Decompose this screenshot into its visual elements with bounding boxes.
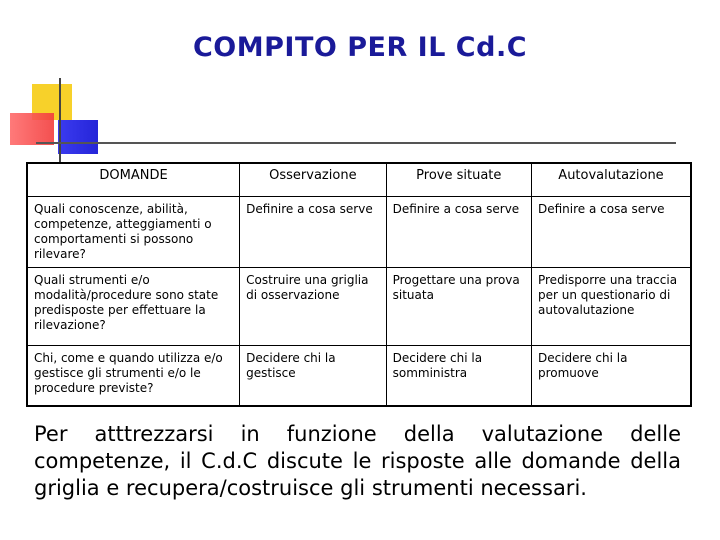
table-cell: Definire a cosa serve — [386, 197, 531, 268]
logo-vertical-line — [59, 78, 61, 162]
header-autovalutazione: Autovalutazione — [531, 163, 691, 197]
title-divider — [36, 142, 676, 144]
description-paragraph: Per atttrezzarsi in funzione della valutazione delle competenze, il C.d.C discute le risposte alle domande della griglia e recupera/costruisce gli strumenti necessari. — [34, 422, 681, 500]
table-row — [27, 197, 691, 268]
table-cell: Decidere chi la promuove — [531, 346, 691, 406]
table-row — [27, 268, 691, 346]
table-row — [27, 346, 691, 406]
table-cell: Chi, come e quando utilizza e/o gestisce gli strumenti e/o le procedure previste? — [27, 346, 240, 406]
table-cell: Predisporre una traccia per un questionario di autovalutazione — [531, 268, 691, 346]
table-cell: Costruire una griglia di osservazione — [240, 268, 386, 346]
table-cell: Definire a cosa serve — [240, 197, 386, 268]
task-table — [26, 162, 692, 407]
logo-blue-square — [58, 120, 98, 154]
header-domande: DOMANDE — [27, 163, 240, 197]
slide-title: COMPITO PER IL Cd.C — [192, 32, 528, 63]
table-cell: Progettare una prova situata — [386, 268, 531, 346]
table-cell: Quali strumenti e/o modalità/procedure sono state predisposte per effettuare la rilevazione? — [27, 268, 240, 346]
table-header-row — [27, 163, 691, 197]
header-osservazione: Osservazione — [240, 163, 386, 197]
header-prove-situate: Prove situate — [386, 163, 531, 197]
table-cell: Quali conoscenze, abilità, competenze, atteggiamenti o comportamenti si possono rilevare? — [27, 197, 240, 268]
table-cell: Decidere chi la gestisce — [240, 346, 386, 406]
table-cell: Definire a cosa serve — [531, 197, 691, 268]
table-cell: Decidere chi la somministra — [386, 346, 531, 406]
logo-red-square — [10, 113, 54, 145]
